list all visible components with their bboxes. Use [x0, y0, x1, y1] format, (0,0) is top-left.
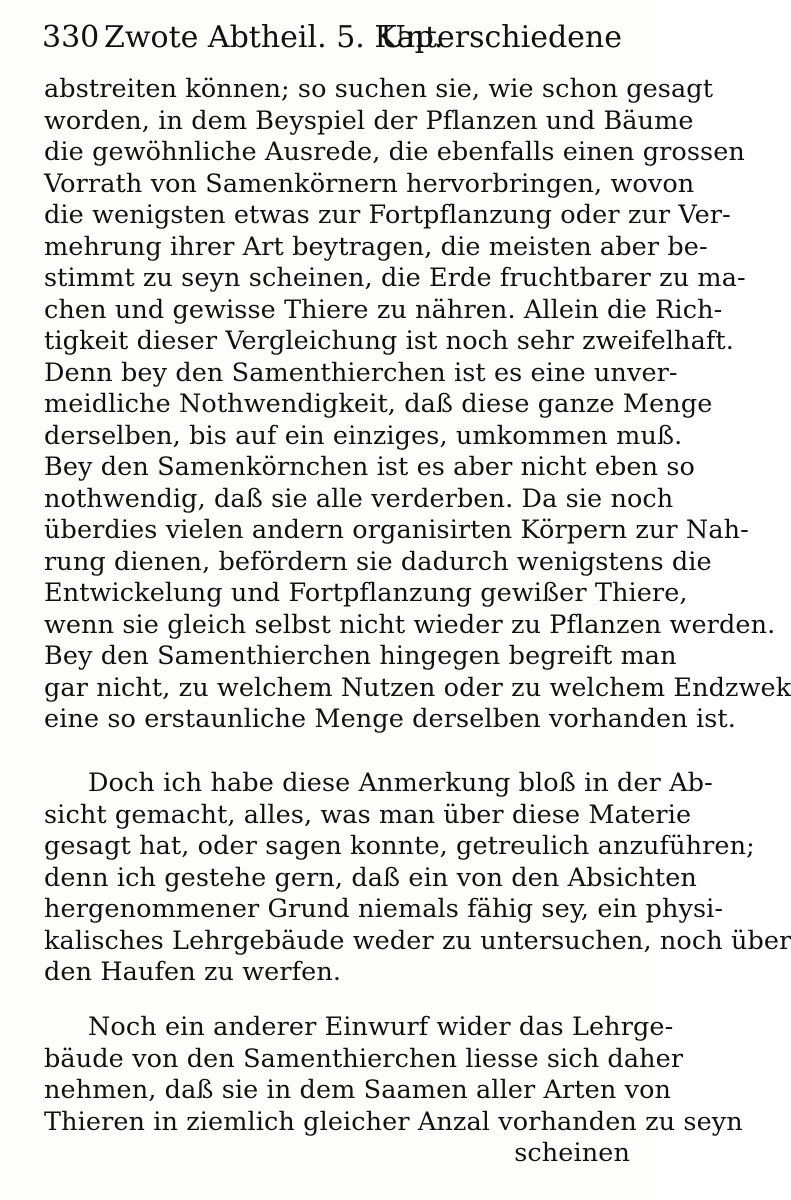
text-line: eine so erstaunliche Menge derselben vorhanden ist. — [44, 704, 736, 734]
running-head-left: Zwote Abtheil. 5. Kap. — [104, 20, 444, 55]
text-line: die gewöhnliche Ausrede, die ebenfalls einen grossen — [44, 137, 745, 167]
text-line: hergenommener Grund niemals fähig sey, ein physi- — [44, 894, 724, 924]
text-line: nehmen, daß sie in dem Saamen aller Arten von — [44, 1075, 672, 1105]
text-line: abstreiten können; so suchen sie, wie schon gesagt — [44, 74, 714, 104]
page-header — [42, 16, 622, 60]
text-line: Noch ein anderer Einwurf wider das Lehrge- — [88, 1012, 674, 1042]
text-line: mehrung ihrer Art beytragen, die meisten aber be- — [44, 231, 708, 262]
text-line: derselben, bis auf ein einziges, umkommen muß. — [44, 420, 683, 451]
text-line: nothwendig, daß sie alle verderben. Da sie noch — [44, 483, 674, 514]
running-head-right: Unterschiedene — [380, 20, 622, 55]
text-line: überdies vielen andern organisirten Körpern zur Nah- — [44, 515, 749, 545]
text-line: den Haufen zu werfen. — [44, 957, 342, 987]
catchword: scheinen — [514, 1138, 630, 1168]
page-number: 330 — [42, 20, 100, 55]
text-line: wenn sie gleich selbst nicht wieder zu Pflanzen werden. — [44, 609, 776, 640]
text-line: stimmt zu seyn scheinen, die Erde fruchtbarer zu ma- — [44, 263, 746, 293]
text-line: Bey den Samenthierchen hingegen begreift man — [44, 641, 677, 671]
text-line: Doch ich habe diese Anmerkung bloß in der Ab- — [88, 768, 713, 798]
text-line: Entwickelung und Fortpflanzung gewißer Thiere, — [44, 578, 688, 608]
text-line: gesagt hat, oder sagen konnte, getreulich anzuführen; — [44, 831, 755, 861]
text-line: tigkeit dieser Vergleichung ist noch sehr zweifelhaft. — [44, 326, 734, 356]
paragraph-1 — [44, 74, 791, 736]
text-line: Denn bey den Samenthierchen ist es eine unver- — [44, 357, 678, 388]
text-line: chen und gewisse Thiere zu nähren. Allein die Rich- — [44, 294, 723, 325]
text-line: die wenigsten etwas zur Fortpflanzung oder zur Ver- — [44, 200, 731, 230]
text-line: kalisches Lehrgebäude weder zu untersuchen, noch über — [44, 925, 791, 956]
text-line: denn ich gestehe gern, daß ein von den Absichten — [44, 862, 697, 893]
text-line: rung dienen, befördern sie dadurch wenigstens die — [44, 546, 712, 577]
paragraph-2 — [44, 768, 791, 989]
text-line: Thieren in ziemlich gleicher Anzal vorhanden zu seyn — [44, 1106, 743, 1137]
text-line: bäude von den Samenthierchen liesse sich daher — [44, 1043, 684, 1074]
paragraph-3 — [44, 1012, 743, 1170]
text-line: worden, in dem Beyspiel der Pflanzen und Bäume — [44, 105, 694, 136]
text-line: Bey den Samenkörnchen ist es aber nicht eben so — [44, 452, 695, 482]
text-line: Vorrath von Samenkörnern hervorbringen, wovon — [44, 168, 695, 199]
text-line: sicht gemacht, alles, was man über diese Materie — [44, 799, 692, 830]
text-line: meidliche Nothwendigkeit, daß diese ganze Menge — [44, 389, 713, 419]
text-line: gar nicht, zu welchem Nutzen oder zu welchem Endzwek — [44, 672, 791, 703]
